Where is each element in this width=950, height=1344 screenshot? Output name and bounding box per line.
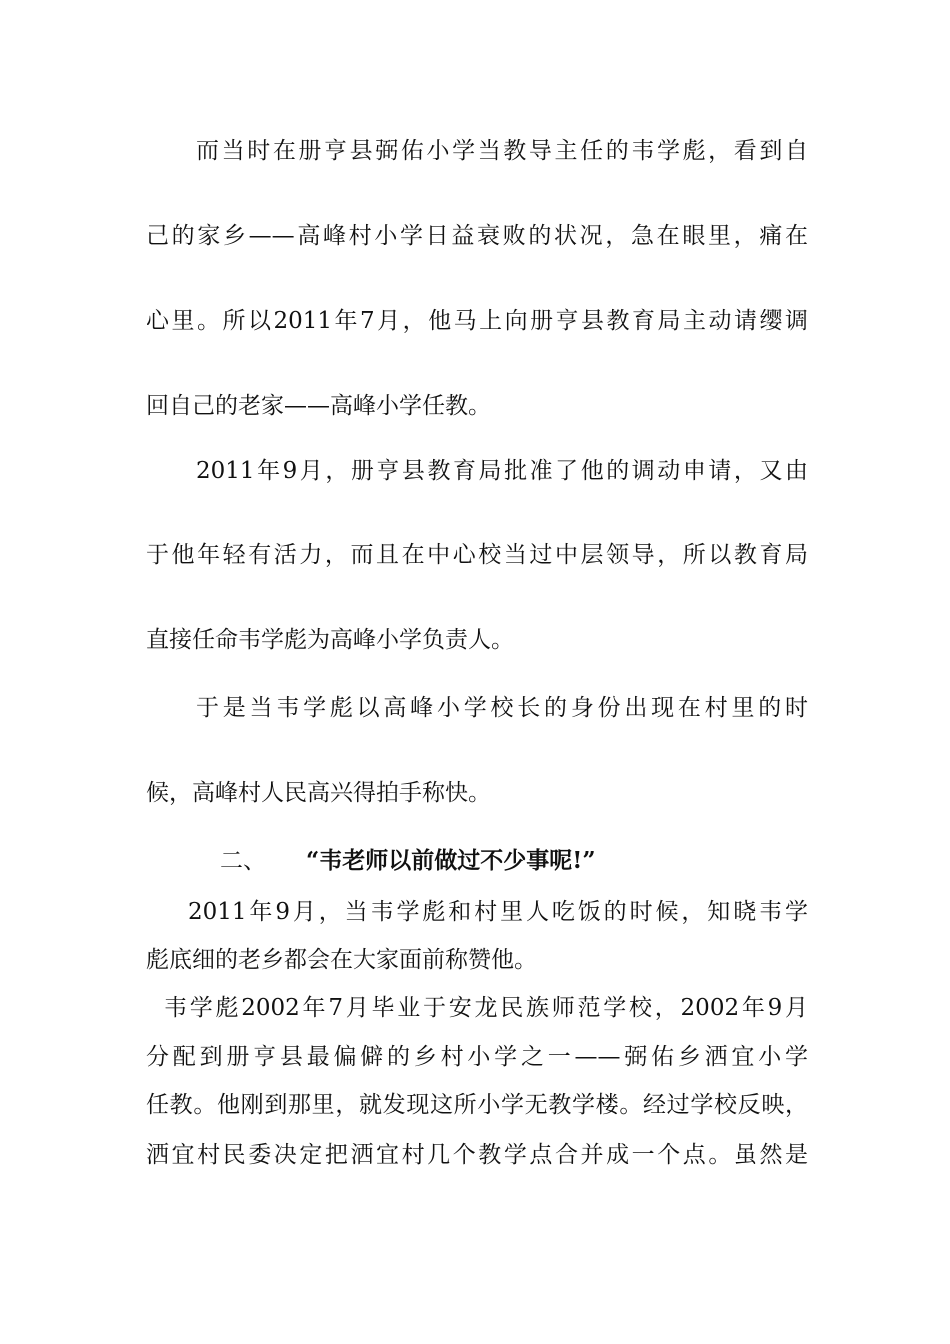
paragraph-line: 己的家乡——高峰村小学日益衰败的状况，急在眼里，痛在	[146, 223, 808, 249]
paragraph-line: 心里。所以2011年7月，他马上向册亨县教育局主动请缨调	[146, 308, 808, 334]
paragraph-line: 于他年轻有活力，而且在中心校当过中层领导，所以教育局	[146, 542, 808, 568]
paragraph-line: 而当时在册亨县弼佑小学当教导主任的韦学彪，看到自	[196, 138, 808, 164]
section-number: 二、	[220, 848, 266, 874]
paragraph-line: 2011年9月，当韦学彪和村里人吃饭的时候，知晓韦学	[188, 899, 808, 925]
paragraph-line: 彪底细的老乡都会在大家面前称赞他。	[146, 947, 537, 973]
paragraph-line: 直接任命韦学彪为高峰小学负责人。	[146, 627, 514, 653]
paragraph-line: 2011年9月，册亨县教育局批准了他的调动申请，又由	[196, 458, 808, 484]
paragraph-line: 于是当韦学彪以高峰小学校长的身份出现在村里的时	[196, 695, 808, 721]
section-title: “韦老师以前做过不少事呢!”	[306, 847, 596, 874]
section-heading	[220, 846, 596, 876]
paragraph-line: 分配到册亨县最偏僻的乡村小学之一——弼佑乡洒宜小学	[146, 1044, 808, 1070]
paragraph-line: 任教。他刚到那里，就发现这所小学无教学楼。经过学校反映，	[146, 1092, 808, 1118]
paragraph-line: 韦学彪2002年7月毕业于安龙民族师范学校，2002年9月	[164, 995, 808, 1021]
paragraph-line: 洒宜村民委决定把洒宜村几个教学点合并成一个点。虽然是	[146, 1142, 808, 1168]
paragraph-line: 候，高峰村人民高兴得拍手称快。	[146, 780, 491, 806]
paragraph-line: 回自己的老家——高峰小学任教。	[146, 393, 491, 419]
